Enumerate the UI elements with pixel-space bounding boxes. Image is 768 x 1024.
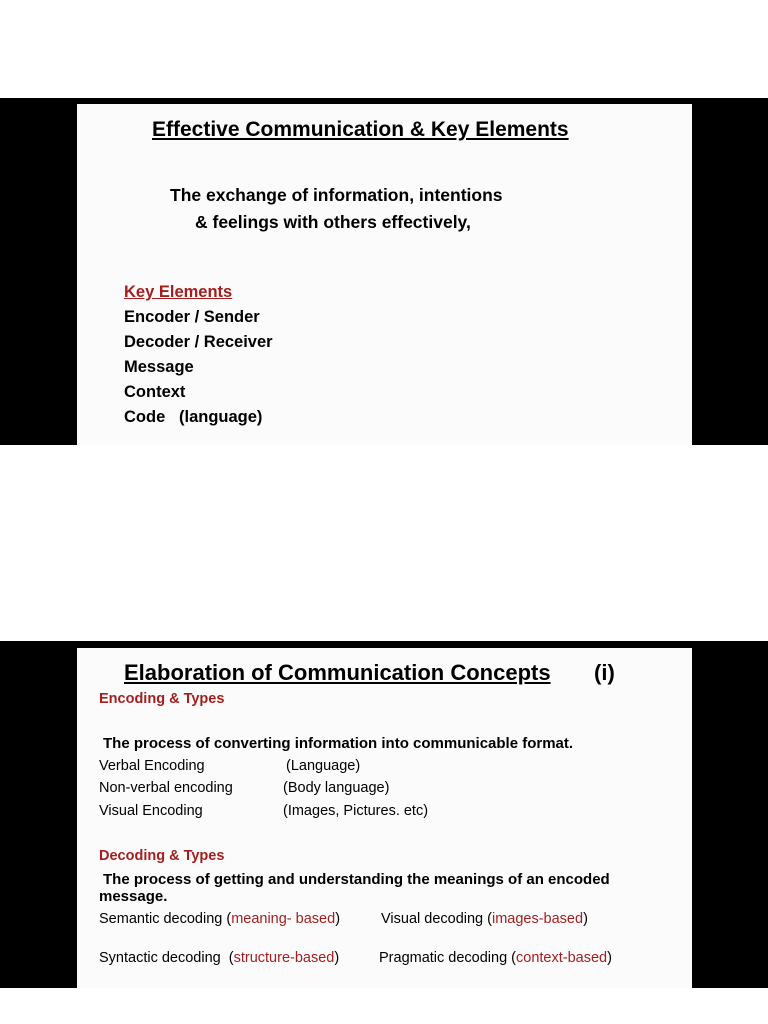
syntactic-label: Syntactic decoding ( bbox=[99, 950, 234, 966]
pragmatic-close: ) bbox=[607, 950, 612, 966]
semantic-basis: meaning- based bbox=[231, 911, 336, 927]
pragmatic-basis: context-based bbox=[516, 950, 608, 966]
visual-basis: images-based bbox=[491, 911, 584, 927]
verbal-encoding-example: (Language) bbox=[286, 758, 361, 774]
element-encoder: Encoder / Sender bbox=[124, 308, 260, 326]
decoding-heading: Decoding & Types bbox=[99, 848, 225, 864]
encoding-heading: Encoding & Types bbox=[99, 691, 225, 707]
semantic-label: Semantic decoding ( bbox=[99, 911, 232, 927]
slide-2-title-suffix: (i) bbox=[594, 660, 615, 685]
element-context: Context bbox=[124, 383, 186, 401]
syntactic-basis: structure-based bbox=[233, 950, 335, 966]
verbal-encoding-label: Verbal Encoding bbox=[99, 758, 205, 774]
encoding-definition: The process of converting information into communicable format. bbox=[103, 735, 574, 752]
element-message: Message bbox=[124, 358, 194, 376]
slide-1 bbox=[77, 104, 692, 445]
key-elements-heading: Key Elements bbox=[124, 283, 233, 301]
pragmatic-label: Pragmatic decoding ( bbox=[379, 950, 517, 966]
slide-2-title: Elaboration of Communication Concepts bbox=[124, 660, 551, 685]
visual-decoding bbox=[381, 911, 588, 927]
decoding-definition-line-1: The process of getting and understanding the meanings of an encoded bbox=[103, 871, 610, 888]
visual-encoding-label: Visual Encoding bbox=[99, 803, 203, 819]
nonverbal-encoding-label: Non-verbal encoding bbox=[99, 780, 233, 796]
nonverbal-encoding-example: (Body language) bbox=[283, 780, 390, 796]
visual-label: Visual decoding ( bbox=[381, 911, 492, 927]
definition-line-1: The exchange of information, intentions bbox=[170, 185, 503, 205]
element-decoder: Decoder / Receiver bbox=[124, 333, 273, 351]
syntactic-close: ) bbox=[334, 950, 340, 966]
decoding-definition-line-2: message. bbox=[99, 888, 168, 905]
definition-line-2: & feelings with others effectively, bbox=[195, 212, 471, 232]
pragmatic-decoding bbox=[379, 950, 612, 966]
semantic-decoding bbox=[99, 911, 340, 927]
visual-encoding-example: (Images, Pictures. etc) bbox=[283, 803, 429, 819]
syntactic-decoding bbox=[99, 950, 339, 966]
semantic-close: ) bbox=[335, 911, 341, 927]
element-code: Code (language) bbox=[124, 408, 263, 426]
slide-1-title: Effective Communication & Key Elements bbox=[152, 118, 569, 141]
slide-2 bbox=[77, 648, 692, 988]
visual-close: ) bbox=[583, 911, 588, 927]
